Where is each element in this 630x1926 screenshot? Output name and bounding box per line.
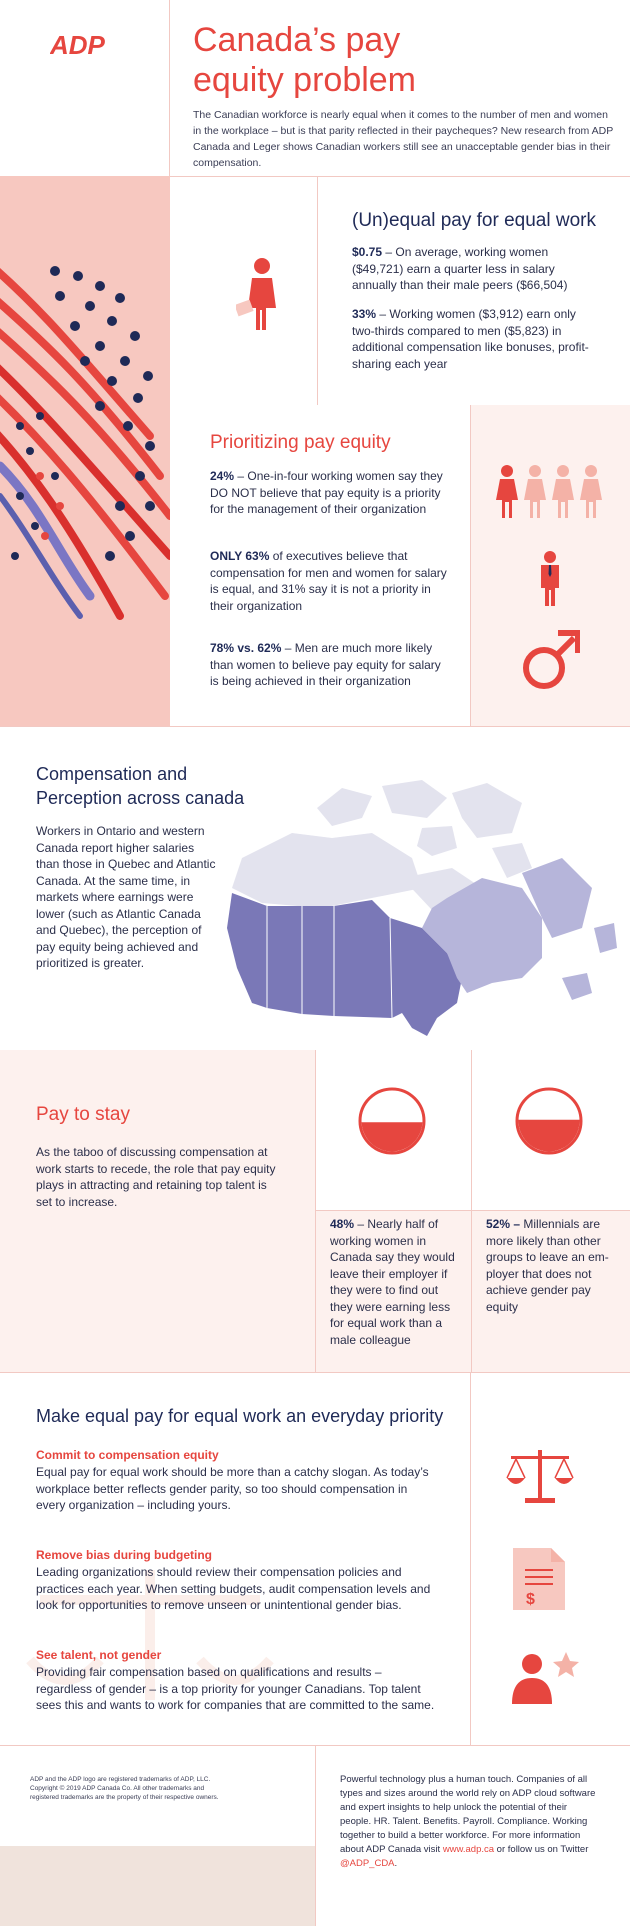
unequal-stat-bonus: 33% – Working women ($3,912) earn only two-thirds compared to men ($5,823) in additional compensation like bonuses, profit-sharing each year (352, 307, 589, 371)
divider (315, 1210, 630, 1211)
divider (317, 176, 318, 405)
map-text: Workers in Ontario and western Canada report higher salaries than those in Quebec and Atlantic Canada. At the same time, in markets where earnings were lower (such as Atlantic Canada and Quebec), the perception of pay equity being achieved and prioritized is greater. (36, 824, 216, 970)
stat-52-gauge-icon (514, 1086, 584, 1156)
svg-text:$: $ (526, 1591, 535, 1608)
commit-text: Equal pay for equal work should be more than a catchy slogan. As today’s workplace better reflects gender parity, so too should compensation in every organization – including yours. (36, 1465, 429, 1512)
pay-to-stay-text: As the taboo of discussing compensation at work starts to recede, the role that pay equity plays in attracting and retaining top talent is set to increase. (36, 1145, 276, 1209)
prioritizing-stat-78: 78% vs. 62% – Men are much more likely than women to believe pay equity for salary is being achieved in their organization (210, 641, 441, 688)
footer-color-block (0, 1846, 315, 1926)
stay-stat-52: 52% – Millennials are more likely than other groups to leave an em-ployer that does not achieve gender pay equity (486, 1217, 609, 1314)
divider (315, 1050, 316, 1372)
saskatchewan (302, 906, 334, 1016)
budgeting-text: Leading organizations should review their compensation policies and practices each year. When setting budgets, audit compensation levels and look for opportunities to remove unseen or unintentional gender bias. (36, 1565, 431, 1612)
talent-star-icon (508, 1650, 580, 1706)
adp-website-link[interactable]: www.adp.ca (442, 1844, 495, 1855)
prioritizing-stat-24: 24% – One-in-four working women say they DO NOT believe that pay equity is a priority for the management of their organization (210, 469, 443, 516)
divider (471, 1050, 472, 1372)
decorative-strokes (0, 176, 170, 726)
divider (315, 1745, 316, 1926)
budgeting-heading: Remove bias during budgeting (36, 1548, 213, 1562)
unequal-pay-title: (Un)equal pay for equal work (352, 210, 596, 231)
executive-icon (536, 550, 564, 608)
divider (0, 1372, 630, 1373)
newfoundland (594, 923, 617, 953)
divider (470, 1372, 471, 1745)
budget-document-icon (511, 1546, 567, 1612)
header-logo-panel (0, 0, 170, 176)
footer-legal: ADP and the ADP logo are registered trademarks of ADP, LLC. Copyright © 2019 ADP Canada Co. All other trademarks and registered trademarks are the property of their respective owners. (30, 1776, 219, 1801)
male-symbol-icon (520, 628, 580, 692)
canada-map (222, 778, 620, 1038)
working-woman-icon (236, 256, 278, 336)
one-in-four-women-icon (494, 464, 606, 520)
stay-stat-48: 48% – Nearly half of working women in Canada say they would leave their employer if they were to find out they were earning less for equal work than a male colleague (330, 1217, 455, 1347)
footer-about: Powerful technology plus a human touch. Companies of all types and sizes around the world rely on ADP cloud software and expert insights to help unlock the potential of their people. HR. Talent. Benefits. Payroll. Compliance. Working together to build a better workforce. For more information about ADP Canada visit www.adp.ca or follow us on Twitter @ADP_CDA. (340, 1774, 596, 1869)
prioritizing-stat-63: ONLY 63% of executives believe that compensation for men and women for salary is equal, and 31% say it is not a priority in their organization (210, 549, 447, 613)
bc (227, 893, 267, 1008)
decorative-pink-panel (0, 176, 170, 726)
alberta (267, 906, 302, 1014)
intro-text: The Canadian workforce is nearly equal when it comes to the number of men and women in the workplace – but is that parity reflected in their paycheques? New research from ADP Canada and Leger shows Canadian workers still see an unacceptable gender bias in their compensation. (193, 109, 614, 169)
make-equal-pay-title: Make equal pay for equal work an everyday priority (36, 1406, 444, 1426)
manitoba (334, 900, 392, 1018)
twitter-link[interactable]: @ADP_CDA (340, 1858, 395, 1869)
prioritizing-title: Prioritizing pay equity (210, 432, 391, 453)
commit-heading: Commit to compensation equity (36, 1448, 219, 1462)
divider (470, 405, 471, 726)
unequal-stat-salary: $0.75 – On average, working women ($49,721) earn a quarter less in salary annually than their male peers ($66,504) (352, 245, 568, 292)
stat-48-gauge-icon (357, 1086, 427, 1156)
map-title: Compensation and Perception across canada (36, 764, 245, 808)
balance-scale-icon (505, 1446, 575, 1506)
logo-text: ADP (50, 30, 105, 60)
adp-logo[interactable] (50, 30, 124, 60)
divider (0, 726, 630, 727)
maritimes (562, 973, 592, 1000)
talent-heading: See talent, not gender (36, 1648, 162, 1662)
pay-to-stay-title: Pay to stay (36, 1104, 130, 1125)
talent-text: Providing fair compensation based on qualifications and results – regardless of gender – is a top priority for younger Canadians. Top talent sees this and wants to work for companies that are committed to the same. (36, 1665, 435, 1712)
page-title: Canada’s pay equity problem (193, 21, 417, 99)
